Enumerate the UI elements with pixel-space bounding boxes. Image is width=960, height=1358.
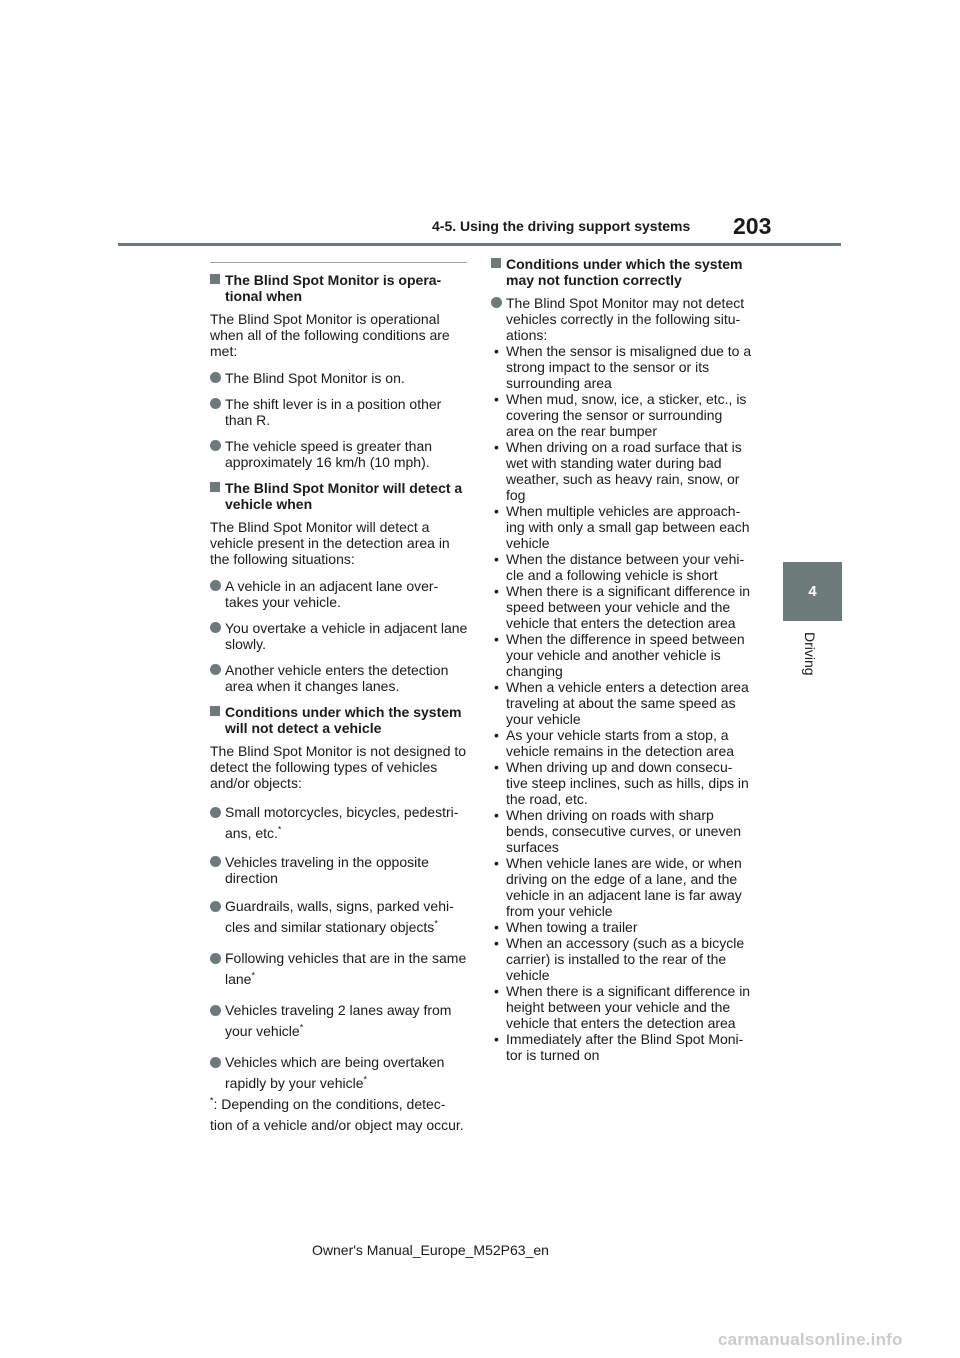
circle-bullet-icon <box>210 901 221 912</box>
list-item: • As your vehicle starts from a stop, a vehicle remains in the detection area <box>491 727 753 759</box>
page-number: 203 <box>733 213 772 239</box>
list-item: Vehicles traveling 2 lanes away from your vehicle* <box>210 1000 468 1042</box>
section-heading: Conditions under which the system will not detect a vehicle <box>210 704 468 736</box>
list-item: • When driving on roads with sharp bends, consecutive curves, or uneven surfaces <box>491 807 753 855</box>
footnote-marker: * <box>434 918 438 929</box>
circle-bullet-icon <box>210 856 221 867</box>
list-item: • When multiple vehicles are approach-ing with only a small gap between each vehicle <box>491 503 753 551</box>
column-rule <box>210 262 467 263</box>
list-item: A vehicle in an adjacent lane over-takes your vehicle. <box>210 578 468 610</box>
section-title: 4-5. Using the driving support systems <box>432 218 691 234</box>
section-heading: Conditions under which the system may not function correctly <box>491 256 753 288</box>
chapter-number: 4 <box>808 583 817 600</box>
section-heading: The Blind Spot Monitor will detect a vehicle when <box>210 480 468 512</box>
list-item: • When an accessory (such as a bicycle carrier) is installed to the rear of the vehicle <box>491 935 753 983</box>
footnote-marker: * <box>251 970 255 981</box>
list-item: • Immediately after the Blind Spot Moni-tor is turned on <box>491 1031 753 1063</box>
footnote <box>210 1094 468 1136</box>
circle-bullet-icon <box>491 297 502 308</box>
circle-bullet-icon <box>210 1057 221 1068</box>
square-bullet-icon <box>491 258 501 268</box>
list-item: You overtake a vehicle in adjacent lane slowly. <box>210 620 468 652</box>
list-item: • When there is a significant difference in speed between your vehicle and the vehicle that enters the detection area <box>491 583 753 631</box>
paragraph: The Blind Spot Monitor is operational when all of the following conditions are met: <box>210 311 450 359</box>
square-bullet-icon <box>210 482 220 492</box>
list-item: • When towing a trailer <box>491 919 753 935</box>
list-item: The Blind Spot Monitor may not detect vehicles correctly in the following situ-ations: <box>491 295 753 343</box>
circle-bullet-icon <box>210 807 221 818</box>
list-item: Vehicles which are being overtaken rapidly by your vehicle* <box>210 1052 468 1094</box>
chapter-tab <box>783 562 842 621</box>
list-item: • When driving on a road surface that is wet with standing water during bad weather, such as heavy rain, snow, or fog <box>491 439 753 503</box>
circle-bullet-icon <box>210 953 221 964</box>
circle-bullet-icon <box>210 1005 221 1016</box>
paragraph: The Blind Spot Monitor is not designed to detect the following types of vehicles and/or objects: <box>210 743 467 791</box>
list-item: The shift lever is in a position other than R. <box>210 396 468 428</box>
chapter-label: Driving <box>802 632 818 676</box>
circle-bullet-icon <box>210 580 221 591</box>
paragraph: The Blind Spot Monitor will detect a vehicle present in the detection area in the following situations: <box>210 519 450 567</box>
list-item: • When there is a significant difference in height between your vehicle and the vehicle that enters the detection area <box>491 983 753 1031</box>
left-column <box>210 272 468 1136</box>
list-item: • When the sensor is misaligned due to a strong impact to the sensor or its surrounding area <box>491 343 753 391</box>
footer-manual-id: Owner's Manual_Europe_M52P63_en <box>312 1242 549 1258</box>
section-heading: The Blind Spot Monitor is opera- tional when <box>210 272 468 304</box>
circle-bullet-icon <box>210 372 221 383</box>
list-item: Another vehicle enters the detection area when it changes lanes. <box>210 662 468 694</box>
right-column <box>491 256 753 1063</box>
sub-list <box>491 343 753 1063</box>
list-item: • When mud, snow, ice, a sticker, etc., is covering the sensor or surrounding area on the rear bumper <box>491 391 753 439</box>
footnote-mark: * <box>210 1095 214 1106</box>
list-item: The vehicle speed is greater than approximately 16 km/h (10 mph). <box>210 438 468 470</box>
list-item: Following vehicles that are in the same lane* <box>210 948 468 990</box>
footnote-marker: * <box>277 824 282 835</box>
list-item: • When the distance between your vehi-cle and a following vehicle is short <box>491 551 753 583</box>
circle-bullet-icon <box>210 398 221 409</box>
list-item: Vehicles traveling in the opposite direction <box>210 854 468 886</box>
header-rule <box>118 243 841 246</box>
list-item: The Blind Spot Monitor is on. <box>210 370 468 386</box>
watermark: carmanualsonline.info <box>718 1330 903 1349</box>
square-bullet-icon <box>210 706 220 716</box>
list-item: • When vehicle lanes are wide, or when driving on the edge of a lane, and the vehicle in an adjacent lane is far away from your vehicle <box>491 855 753 919</box>
circle-bullet-icon <box>210 440 221 451</box>
list-item: • When a vehicle enters a detection area traveling at about the same speed as your vehicle <box>491 679 753 727</box>
circle-bullet-icon <box>210 664 221 675</box>
square-bullet-icon <box>210 274 220 284</box>
circle-bullet-icon <box>210 622 221 633</box>
list-item: • When driving up and down consecu-tive steep inclines, such as hills, dips in the road, etc. <box>491 759 753 807</box>
list-item: Guardrails, walls, signs, parked vehi-cles and similar stationary objects* <box>210 896 468 938</box>
list-item: Small motorcycles, bicycles, pedestri-ans, etc.* <box>210 802 468 844</box>
list-item: • When the difference in speed between your vehicle and another vehicle is changing <box>491 631 753 679</box>
footnote-marker: * <box>363 1074 368 1085</box>
footnote-marker: * <box>299 1022 304 1033</box>
footnote-text: : Depending on the conditions, detec-tion of a vehicle and/or object may occur. <box>210 1096 464 1133</box>
